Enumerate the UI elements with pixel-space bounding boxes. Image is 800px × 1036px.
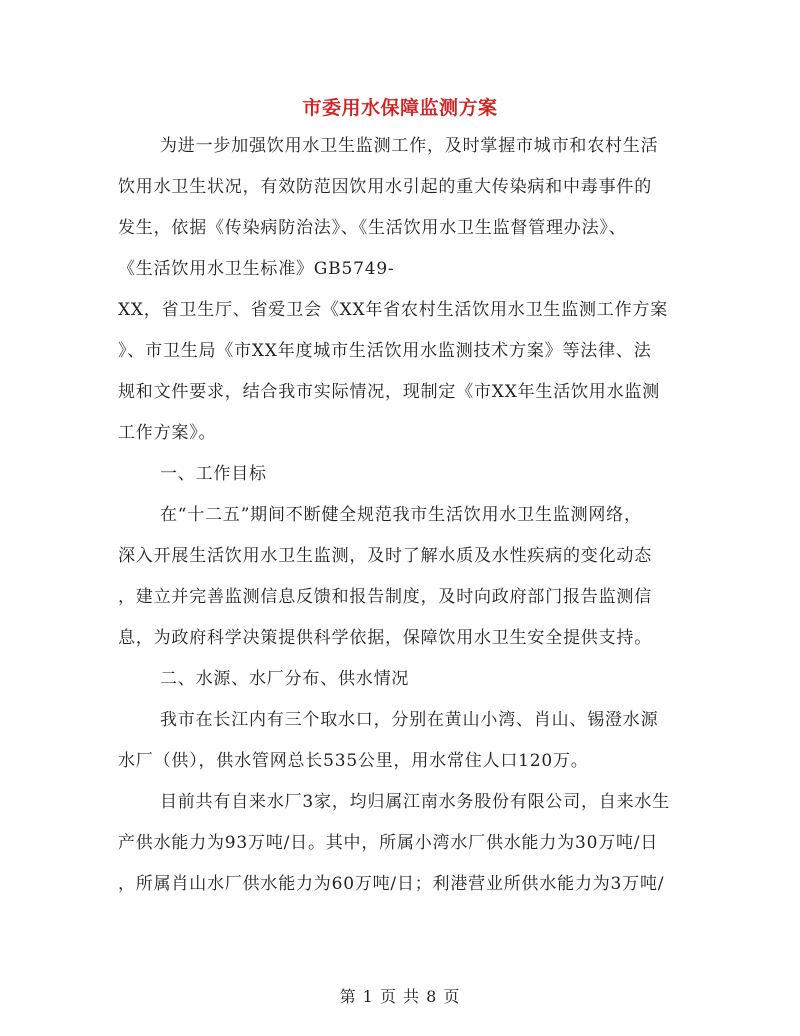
paragraph-line: 深入开展生活饮用水卫生监测，及时了解水质及水性疾病的变化动态 <box>118 546 652 566</box>
paragraph-line: ，所属肖山水厂供水能力为60万吨/日；利港营业所供水能力为3万吨/ <box>118 874 665 894</box>
paragraph-line: XX，省卫生厅、省爱卫会《XX年省农村生活饮用水卫生监测工作方案 <box>118 300 669 320</box>
paragraph-line: 产供水能力为93万吨/日。其中，所属小湾水厂供水能力为30万吨/日 <box>118 833 659 853</box>
paragraph-line: 我市在长江内有三个取水口，分别在黄山小湾、肖山、锡澄水源 <box>160 710 659 730</box>
page-number: 第 1 页 共 8 页 <box>339 987 461 1006</box>
section-heading: 一、工作目标 <box>160 464 267 484</box>
paragraph-line: 息，为政府科学决策提供科学依据，保障饮用水卫生安全提供支持。 <box>118 628 652 648</box>
paragraph-line: 在“十二五”期间不断健全规范我市生活饮用水卫生监测网络， <box>160 505 642 525</box>
paragraph-line: 为进一步加强饮用水卫生监测工作，及时掌握市城市和农村生活 <box>160 136 659 156</box>
paragraph-line: 饮用水卫生状况，有效防范因饮用水引起的重大传染病和中毒事件的 <box>118 177 652 197</box>
paragraph-line: 《生活饮用水卫生标准》GB5749- <box>118 259 395 279</box>
paragraph-line: 发生，依据《传染病防治法》、《生活饮用水卫生监督管理办法》、 <box>118 218 627 238</box>
paragraph-line: 》、市卫生局《市XX年度城市生活饮用水监测技术方案》等法律、法 <box>118 341 652 361</box>
section-heading: 二、水源、水厂分布、供水情况 <box>160 669 410 689</box>
document-title: 市委用水保障监测方案 <box>302 97 498 119</box>
paragraph-line: 水厂（供），供水管网总长535公里，用水常住人口120万。 <box>118 751 589 771</box>
paragraph-line: 工作方案》。 <box>118 423 217 443</box>
paragraph-line: 规和文件要求，结合我市实际情况，现制定《市XX年生活饮用水监测 <box>118 382 661 402</box>
paragraph-line: ，建立并完善监测信息反馈和报告制度，及时向政府部门报告监测信 <box>118 587 652 607</box>
paragraph-line: 目前共有自来水厂3家，均归属江南水务股份有限公司，自来水生 <box>160 792 671 812</box>
